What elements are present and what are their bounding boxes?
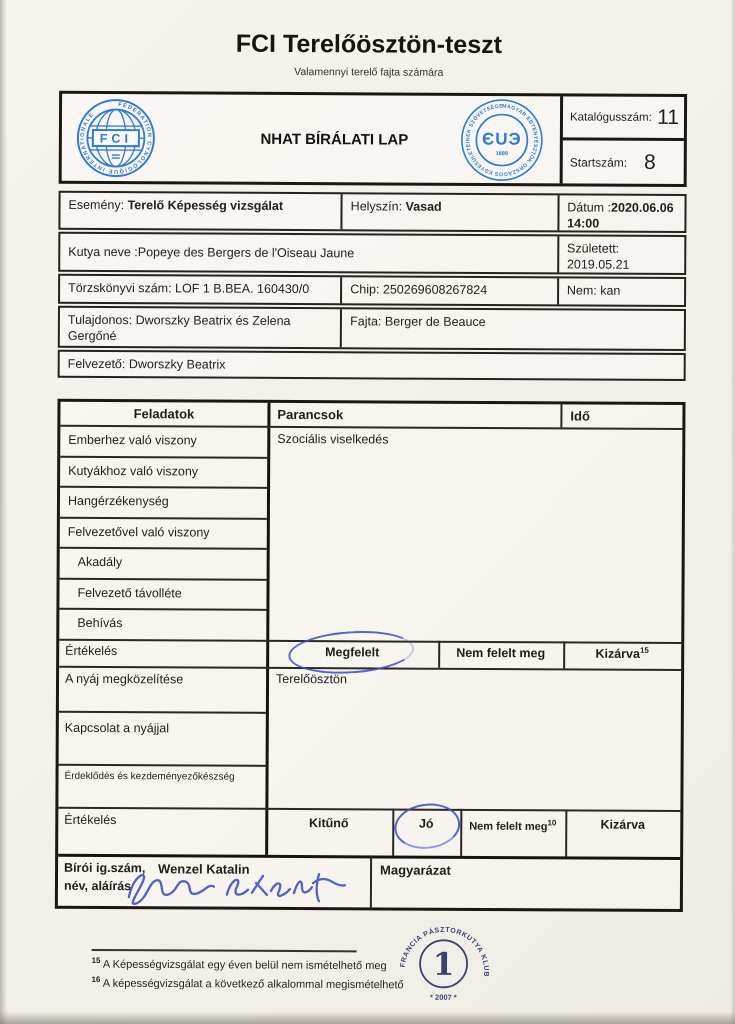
fci-ring-text: FEDERATION CYNOLOGIQUE INTERNATIONALE (79, 102, 152, 175)
info-row-event (58, 191, 686, 233)
task-row: Akadály (77, 554, 123, 570)
ertekeles-label-1: Értékelés (65, 643, 118, 659)
option-kituno: Kitűnő (308, 816, 349, 831)
sex-field: Nem: kan (557, 278, 684, 305)
task-row: Kutyákhoz való viszony (68, 463, 199, 479)
task-row: A nyáj megközelítése (65, 671, 184, 687)
scan-edge-left (0, 0, 7, 1024)
start-number-value: 8 (644, 150, 656, 174)
fci-logo-icon (76, 98, 156, 178)
breed-field: Fajta: Berger de Beauce (340, 309, 684, 349)
start-number-label: Startszám: (569, 154, 628, 170)
meoe-emblem: ЄUЭ (482, 129, 522, 149)
stamp-year: * 2007 * (430, 992, 457, 1002)
parancsok-note-1: Szociális viselkedés (277, 431, 389, 447)
info-row-handler (58, 350, 686, 381)
info-row-owner (58, 306, 686, 351)
born-field: Született: 2019.05.21 (557, 236, 684, 273)
option-kizarva-2: Kizárva (600, 817, 646, 832)
scan-edge-bottom (0, 1011, 735, 1024)
column-header-parancsok: Parancsok (277, 406, 344, 423)
footnote-15: $^{15}$ A Képességvizsgálat egy éven belül nem ismételhető meg (91, 955, 387, 973)
location-field: Helyszín: Vasad (341, 194, 558, 230)
magyarazat-label: Magyarázat (380, 862, 451, 878)
page-title: FCI Terelőösztön-teszt (235, 29, 503, 60)
ertekeles-label-2: Értékelés (64, 812, 117, 828)
judge-name: Wenzel Katalin (158, 861, 250, 877)
task-row: Kapcsolat a nyájjal (64, 720, 170, 736)
handler-field: Felvezető: Dworszky Beatrix (67, 356, 226, 372)
meoe-ring-text: MAGYAR EBTENYÉSZTŐK ORSZÁGOS EGYESÜLETEINEK SZÖVETSÉGE (465, 103, 539, 177)
catalog-number-label: Katalógusszám: (569, 110, 652, 124)
chip-field: Chip: 250269608267824 (340, 277, 557, 304)
option-nem-felelt-meg-2: Nem felelt meg$^{10}$ (469, 818, 557, 833)
task-row: Érdeklődés és kezdeményezőkészség (64, 770, 235, 783)
option-nem-felelt-meg-1: Nem felelt meg (456, 645, 546, 661)
info-row-dog (58, 232, 686, 275)
column-header-feladatok: Feladatok (133, 406, 195, 422)
scan-edge-right (730, 0, 735, 1024)
judge-label: Bírói ig.szám, név, aláírás (63, 860, 146, 893)
option-kizarva-1: Kizárva$^{15}$ (595, 645, 649, 661)
column-header-ido: Idő (570, 408, 590, 424)
option-jo: Jó (418, 816, 434, 831)
catalog-number-value: 11 (657, 105, 680, 129)
meoe-logo-icon (460, 98, 544, 182)
judge-signature (123, 865, 351, 912)
studbook-field: Törzskönyvi szám: LOF 1 B.BEA. 160430/0 (68, 280, 310, 297)
date-field: Dátum :2020.06.06 14:00 (557, 195, 684, 231)
task-row: Behívás (77, 615, 123, 631)
option-megfelelt: Megfelelt (325, 645, 380, 660)
stamp-number: 1 (432, 946, 455, 983)
owner-field: Tulajdonos: Dworszky Beatrix és Zelena Gergőné (67, 312, 291, 344)
dog-name-field: Kutya neve :Popeye des Bergers de l'Oiseau Jaune (68, 244, 355, 261)
start-numbers-panel (560, 96, 684, 184)
task-row: Felvezetővel való viszony (67, 524, 210, 540)
stamp-ring-text: FRANCIA PÁSZTORKUTYA KLUB (399, 926, 490, 978)
sheet-title: NHAT BÍRÁLATI LAP (260, 130, 409, 149)
meoe-year: 1899 (495, 151, 508, 158)
event-field: Esemény: Terelő Képesség vizsgálat (68, 197, 284, 213)
task-row: Felvezető távolléte (77, 585, 182, 601)
footnote-rule (92, 949, 357, 952)
info-row-registry (58, 274, 686, 307)
task-row: Hangérzékenység (67, 493, 169, 509)
page-subtitle: Valamennyi terelő fajta számára (294, 65, 444, 79)
fci-monogram: FCI (99, 131, 132, 146)
footnote-16: $^{16}$ A képességvizsgálat a következő alkalommal megismételhető (91, 974, 404, 992)
parancsok-note-2: Terelőösztön (276, 671, 347, 687)
task-row: Emberhez való viszony (68, 432, 197, 448)
club-stamp-icon (391, 912, 496, 1017)
header-box (59, 91, 687, 187)
